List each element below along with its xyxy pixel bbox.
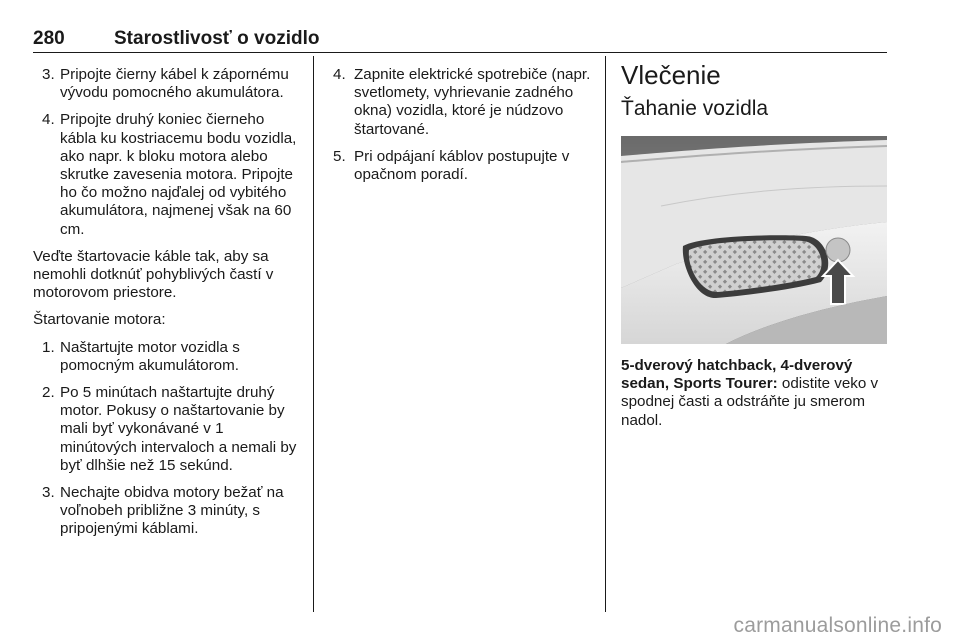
list-number: 4. (333, 66, 346, 83)
column-3 (621, 60, 887, 439)
sub-heading: Ťahanie vozidla (621, 97, 769, 120)
list-item (33, 384, 303, 475)
list-item (330, 148, 592, 184)
list-item (33, 484, 303, 539)
list-text: Pri odpájaní káblov postupujte v opačnom poradí. (354, 147, 570, 184)
list-item (33, 111, 303, 238)
header-rule (33, 52, 887, 53)
list-text: Naštartujte motor vozidla s pomocným akumulátorom. (60, 338, 240, 374)
connect-steps-list (33, 66, 303, 239)
list-item (330, 66, 592, 139)
column-1 (33, 66, 303, 548)
start-steps-list (33, 339, 303, 539)
list-text: Pripojte čierny kábel k zápornému vývodu pomocného akumulátora. (60, 66, 289, 102)
list-number: 5. (333, 147, 346, 165)
list-number: 2. (42, 384, 55, 402)
list-text: Nechajte obidva motory bežať na voľnobeh približne 3 minúty, s pripojenými káblami. (60, 484, 284, 538)
column-2 (330, 66, 592, 193)
list-item (33, 339, 303, 375)
caption-text: odistite veko v spodnej časti a odstráňte ju smerom nadol. (621, 375, 879, 429)
column-divider-2 (605, 56, 606, 612)
column-divider-1 (313, 56, 314, 612)
page-title: Starostlivosť o vozidlo (114, 28, 320, 49)
figure-caption (621, 357, 887, 430)
engine-start-intro: Štartovanie motora: (33, 311, 166, 329)
caption-models: 5-dverový hatchback, 4-dverový sedan, Sports Tourer: (621, 357, 853, 393)
cable-routing-paragraph: Veďte štartovacie káble tak, aby sa nemohli dotknúť pohyblivých častí v motorovom priestore. (33, 247, 274, 302)
list-number: 4. (42, 111, 55, 129)
watermark: carmanualsonline.info (733, 614, 942, 637)
list-number: 3. (42, 484, 55, 502)
section-heading: Vlečenie (621, 60, 721, 90)
list-text: Pripojte druhý koniec čierneho kábla ku kostriacemu bodu vozidla, ako napr. k bloku motora alebo skrutke zavesenia motora. Pripojte ho čo možno najďalej od vybitého akumulátora, najmenej však na 60 cm. (60, 111, 297, 238)
list-text: Zapnite elektrické spotrebiče (napr. svetlomety, vyhrievanie zadného okna) vozidla, ktoré je núdzovo štartované. (354, 66, 591, 138)
towing-eye-cover-illustration (621, 136, 887, 344)
list-number: 3. (42, 66, 55, 83)
page-number: 280 (33, 28, 65, 49)
list-number: 1. (42, 338, 55, 356)
finish-steps-list (330, 66, 592, 184)
list-item (33, 66, 303, 102)
list-text: Po 5 minútach naštartujte druhý motor. Pokusy o naštartovanie by mali byť vykonávané v 1 minútových intervaloch a nemali by byť dlhšie než 15 sekúnd. (60, 384, 297, 474)
